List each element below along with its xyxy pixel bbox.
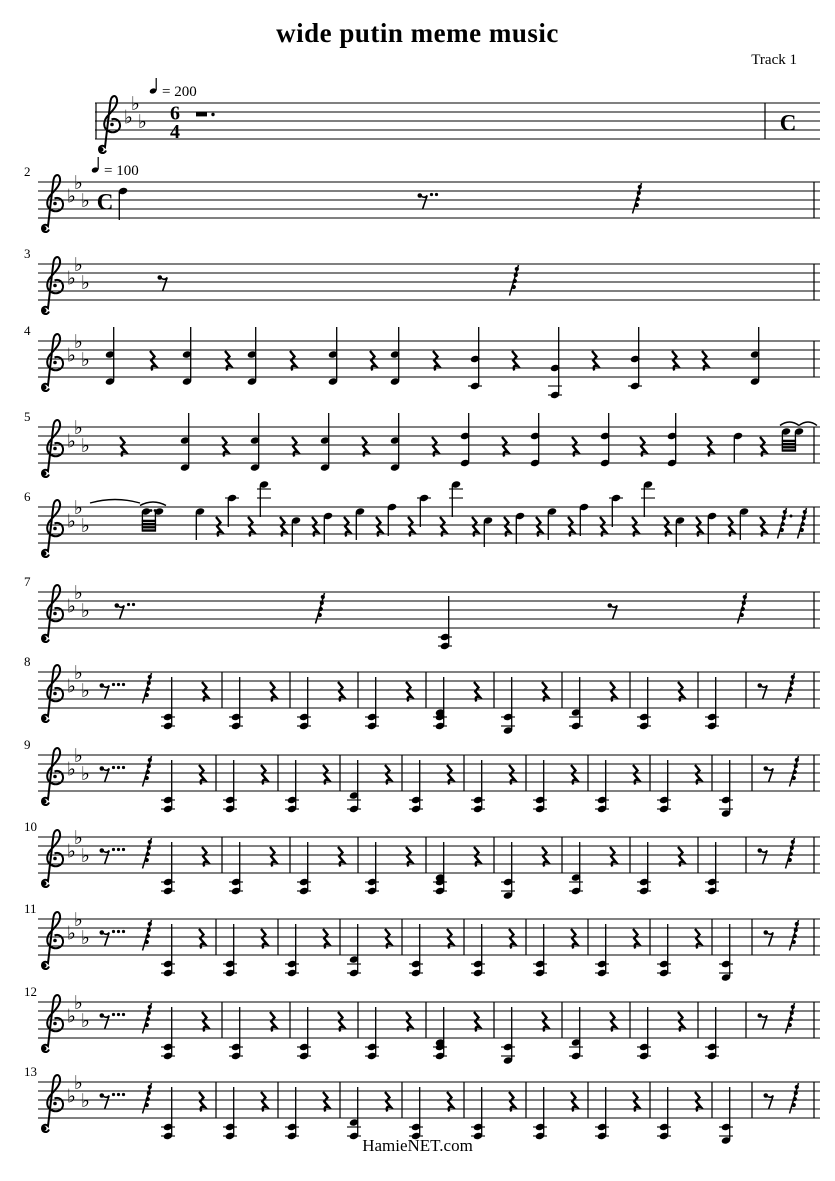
note: [579, 503, 589, 536]
eighth-rest: [758, 1013, 768, 1029]
key-signature-flats: [67, 662, 90, 702]
svg-text:♭: ♭: [67, 595, 76, 618]
svg-text:♭: ♭: [67, 430, 76, 453]
key-signature-flats: [67, 992, 90, 1032]
chord: [229, 842, 243, 895]
key-signature-flats: [67, 582, 90, 622]
svg-text:5: 5: [24, 409, 31, 424]
chord: [533, 924, 547, 977]
svg-text:♭: ♭: [74, 827, 83, 849]
chord: [637, 842, 651, 895]
chord: [705, 677, 719, 730]
svg-text:♭: ♭: [81, 600, 90, 622]
key-signature-flats: [67, 497, 90, 537]
chord: [223, 924, 237, 977]
chord: [501, 1007, 515, 1065]
tie-arc: [90, 500, 140, 504]
measure-number: [24, 164, 31, 179]
staff-lines: [38, 1082, 820, 1118]
chord: [595, 1087, 609, 1140]
svg-text:C: C: [96, 189, 114, 215]
svg-text:♭: ♭: [74, 582, 83, 604]
chord: [229, 677, 243, 730]
eighth-rest: [100, 766, 126, 782]
svg-text:4: 4: [170, 121, 180, 143]
svg-text:♭: ♭: [74, 1072, 83, 1094]
note: [707, 512, 717, 544]
dotted-whole-rest: [196, 112, 215, 116]
svg-text:♭: ♭: [67, 840, 76, 863]
eighth-rest: [764, 766, 774, 782]
time-signature: [170, 103, 180, 144]
note: [257, 480, 271, 517]
svg-text:♭: ♭: [67, 1005, 76, 1028]
chord: [285, 1087, 299, 1140]
eighth-rest: [115, 603, 136, 619]
svg-text:♭: ♭: [74, 172, 83, 194]
svg-text:♭: ♭: [81, 190, 90, 212]
svg-text:♭: ♭: [124, 106, 133, 129]
chord: [705, 842, 719, 895]
svg-text:♭: ♭: [81, 927, 90, 949]
svg-text:♭: ♭: [67, 922, 76, 945]
chord: [719, 924, 733, 982]
treble-clef-icon: [42, 585, 64, 642]
treble-clef-icon: [42, 995, 64, 1052]
staff-system-11: [24, 901, 820, 982]
page-title: wide putin meme music: [276, 18, 559, 48]
note: [547, 507, 557, 540]
svg-text:♭: ♭: [74, 909, 83, 931]
chord: [297, 1007, 311, 1060]
svg-text:♭: ♭: [81, 680, 90, 702]
svg-text:♭: ♭: [131, 93, 140, 115]
svg-text:12: 12: [24, 984, 37, 999]
chord: [347, 924, 361, 977]
svg-text:♭: ♭: [81, 272, 90, 294]
eighth-rest: [764, 930, 774, 946]
staff-lines: [38, 264, 820, 300]
chord: [365, 1007, 379, 1060]
chord: [365, 677, 379, 730]
treble-clef-icon: [42, 257, 64, 314]
staff-system-12: [24, 984, 820, 1065]
eighth-rest: [418, 193, 439, 209]
treble-clef-icon: [42, 175, 64, 232]
note: [118, 187, 128, 220]
chord: [600, 413, 610, 467]
chord: [347, 1087, 361, 1140]
chord: [409, 1087, 423, 1140]
treble-clef-icon: [42, 912, 64, 969]
key-signature-flats: [67, 172, 90, 212]
eighth-rest: [100, 1093, 126, 1109]
note: [387, 503, 397, 536]
chord: [285, 760, 299, 813]
staff-lines: [38, 427, 820, 463]
svg-text:2: 2: [24, 164, 31, 179]
chord: [637, 1007, 651, 1060]
measure-number: [24, 654, 31, 669]
staff-system-3: [24, 246, 820, 314]
chord: [438, 596, 452, 650]
chord: [471, 1087, 485, 1140]
chord: [533, 1087, 547, 1140]
chord: [433, 842, 447, 895]
chord: [297, 842, 311, 895]
svg-text:♭: ♭: [74, 662, 83, 684]
svg-text:♭: ♭: [67, 1085, 76, 1108]
note: [323, 512, 333, 544]
staff-lines: [38, 755, 820, 791]
svg-text:♭: ♭: [81, 515, 90, 537]
note: [355, 507, 365, 540]
svg-text:9: 9: [24, 737, 31, 752]
chord: [657, 924, 671, 977]
staff-system-1: [95, 78, 820, 153]
chord: [409, 924, 423, 977]
measure-number: [24, 409, 31, 424]
key-signature-flats: [67, 909, 90, 949]
svg-text:13: 13: [24, 1064, 37, 1079]
chord: [161, 924, 175, 977]
measure-number: [24, 1064, 37, 1079]
treble-clef-icon: [42, 334, 64, 391]
svg-text:♭: ♭: [67, 344, 76, 367]
svg-text:7: 7: [24, 574, 31, 589]
chord: [705, 1007, 719, 1060]
svg-text:♭: ♭: [81, 1090, 90, 1112]
note: [675, 516, 685, 547]
svg-text:♭: ♭: [81, 845, 90, 867]
chord: [548, 327, 562, 399]
svg-text:♭: ♭: [67, 185, 76, 208]
treble-clef-icon: [42, 420, 64, 477]
chord: [285, 924, 299, 977]
chord: [569, 677, 583, 730]
svg-text:♭: ♭: [81, 1010, 90, 1032]
measure-number: [24, 574, 31, 589]
note: [609, 494, 623, 527]
staff-lines: [38, 592, 820, 628]
chord: [501, 842, 515, 900]
eighth-rest: [100, 683, 126, 699]
chord: [297, 677, 311, 730]
key-signature-flats: [67, 417, 90, 457]
treble-clef-icon: [42, 500, 64, 557]
chord: [161, 760, 175, 813]
staff-system-2: [24, 157, 820, 232]
chord: [161, 677, 175, 730]
eighth-rest: [608, 603, 618, 619]
note: [483, 516, 493, 547]
key-signature-flats: [67, 745, 90, 785]
svg-text:♭: ♭: [81, 435, 90, 457]
svg-text:♭: ♭: [74, 745, 83, 767]
svg-text:11: 11: [24, 901, 37, 916]
chord: [471, 924, 485, 977]
staff-system-9: [24, 737, 820, 818]
svg-text:♭: ♭: [74, 331, 83, 353]
treble-clef-icon: [99, 96, 121, 153]
svg-text:10: 10: [24, 819, 37, 834]
treble-clef-icon: [42, 830, 64, 887]
chord: [460, 413, 470, 467]
svg-text:♭: ♭: [67, 510, 76, 533]
time-signature: [780, 111, 797, 136]
staff-lines: [38, 341, 820, 377]
measure-number: [24, 323, 31, 338]
note: [195, 507, 205, 540]
note: [449, 480, 463, 517]
chord: [347, 760, 361, 813]
measure-number: [24, 984, 37, 999]
eighth-rest: [100, 1013, 126, 1029]
svg-text:3: 3: [24, 246, 31, 261]
staff-lines: [38, 1002, 820, 1038]
key-signature-flats: [67, 827, 90, 867]
staff-lines: [38, 837, 820, 873]
chord: [161, 1087, 175, 1140]
footer-site-text: HamieNET.com: [362, 1136, 473, 1155]
chord: [161, 1007, 175, 1060]
eighth-rest: [758, 683, 768, 699]
staff-system-8: [24, 654, 820, 735]
svg-text:= 200: = 200: [162, 84, 197, 100]
measure-number: [24, 489, 31, 504]
quarter-note-icon: [149, 78, 157, 95]
note: [225, 494, 239, 527]
svg-text:♭: ♭: [74, 254, 83, 276]
staff-system-10: [24, 819, 820, 900]
eighth-rest: [158, 275, 168, 291]
measure-number: [24, 901, 37, 916]
staff-system-4: [24, 323, 820, 399]
svg-text:♭: ♭: [67, 675, 76, 698]
chord: [533, 760, 547, 813]
tempo-marking: [91, 157, 139, 179]
chord: [471, 760, 485, 813]
key-signature-flats: [67, 331, 90, 371]
svg-text:♭: ♭: [81, 763, 90, 785]
chord: [637, 677, 651, 730]
note: [641, 480, 655, 517]
measure-number: [24, 819, 37, 834]
tempo-marking: [149, 78, 197, 100]
track-label: Track 1: [751, 52, 797, 68]
svg-text:♭: ♭: [67, 267, 76, 290]
svg-text:6: 6: [24, 489, 31, 504]
chord: [595, 924, 609, 977]
measure-number: [24, 246, 31, 261]
treble-clef-icon: [42, 1075, 64, 1132]
chord: [657, 1087, 671, 1140]
staff-system-5: [24, 409, 820, 477]
chord: [501, 677, 515, 735]
svg-text:C: C: [779, 110, 797, 136]
chord: [409, 760, 423, 813]
eighth-rest: [100, 848, 126, 864]
staff-lines: [95, 103, 820, 139]
svg-text:8: 8: [24, 654, 31, 669]
staff-lines: [38, 919, 820, 955]
key-signature-flats: [67, 254, 90, 294]
svg-text:= 100: = 100: [104, 163, 139, 179]
treble-clef-icon: [42, 748, 64, 805]
staff-lines: [38, 182, 820, 218]
eighth-rest: [758, 848, 768, 864]
svg-text:4: 4: [24, 323, 31, 338]
note: [733, 432, 743, 463]
chord: [433, 677, 447, 730]
svg-text:♭: ♭: [74, 417, 83, 439]
chord: [161, 842, 175, 895]
note: [739, 507, 749, 540]
chord: [365, 842, 379, 895]
chord: [569, 842, 583, 895]
chord: [223, 1087, 237, 1140]
quarter-note-icon: [91, 157, 99, 174]
svg-text:♭: ♭: [67, 758, 76, 781]
chord: [569, 1007, 583, 1060]
note: [291, 516, 301, 547]
key-signature-flats: [124, 93, 147, 133]
chord: [229, 1007, 243, 1060]
staff-system-6: [24, 480, 820, 557]
svg-text:6: 6: [170, 102, 180, 125]
time-signature: [97, 190, 114, 215]
note: [417, 494, 431, 527]
staff-system-13: [24, 1064, 820, 1145]
measure-number: [24, 737, 31, 752]
svg-text:♭: ♭: [74, 992, 83, 1014]
chord: [667, 413, 677, 467]
svg-text:♭: ♭: [138, 111, 147, 133]
chord: [223, 760, 237, 813]
svg-text:♭: ♭: [74, 497, 83, 519]
chord: [433, 1007, 447, 1060]
chord: [530, 413, 540, 467]
eighth-rest: [764, 1093, 774, 1109]
chord: [719, 760, 733, 818]
treble-clef-icon: [42, 665, 64, 722]
staff-lines: [38, 672, 820, 708]
eighth-rest: [100, 930, 126, 946]
chord: [595, 760, 609, 813]
key-signature-flats: [67, 1072, 90, 1112]
chord: [657, 760, 671, 813]
staff-system-7: [24, 574, 820, 650]
note: [515, 512, 525, 544]
svg-text:♭: ♭: [81, 349, 90, 371]
